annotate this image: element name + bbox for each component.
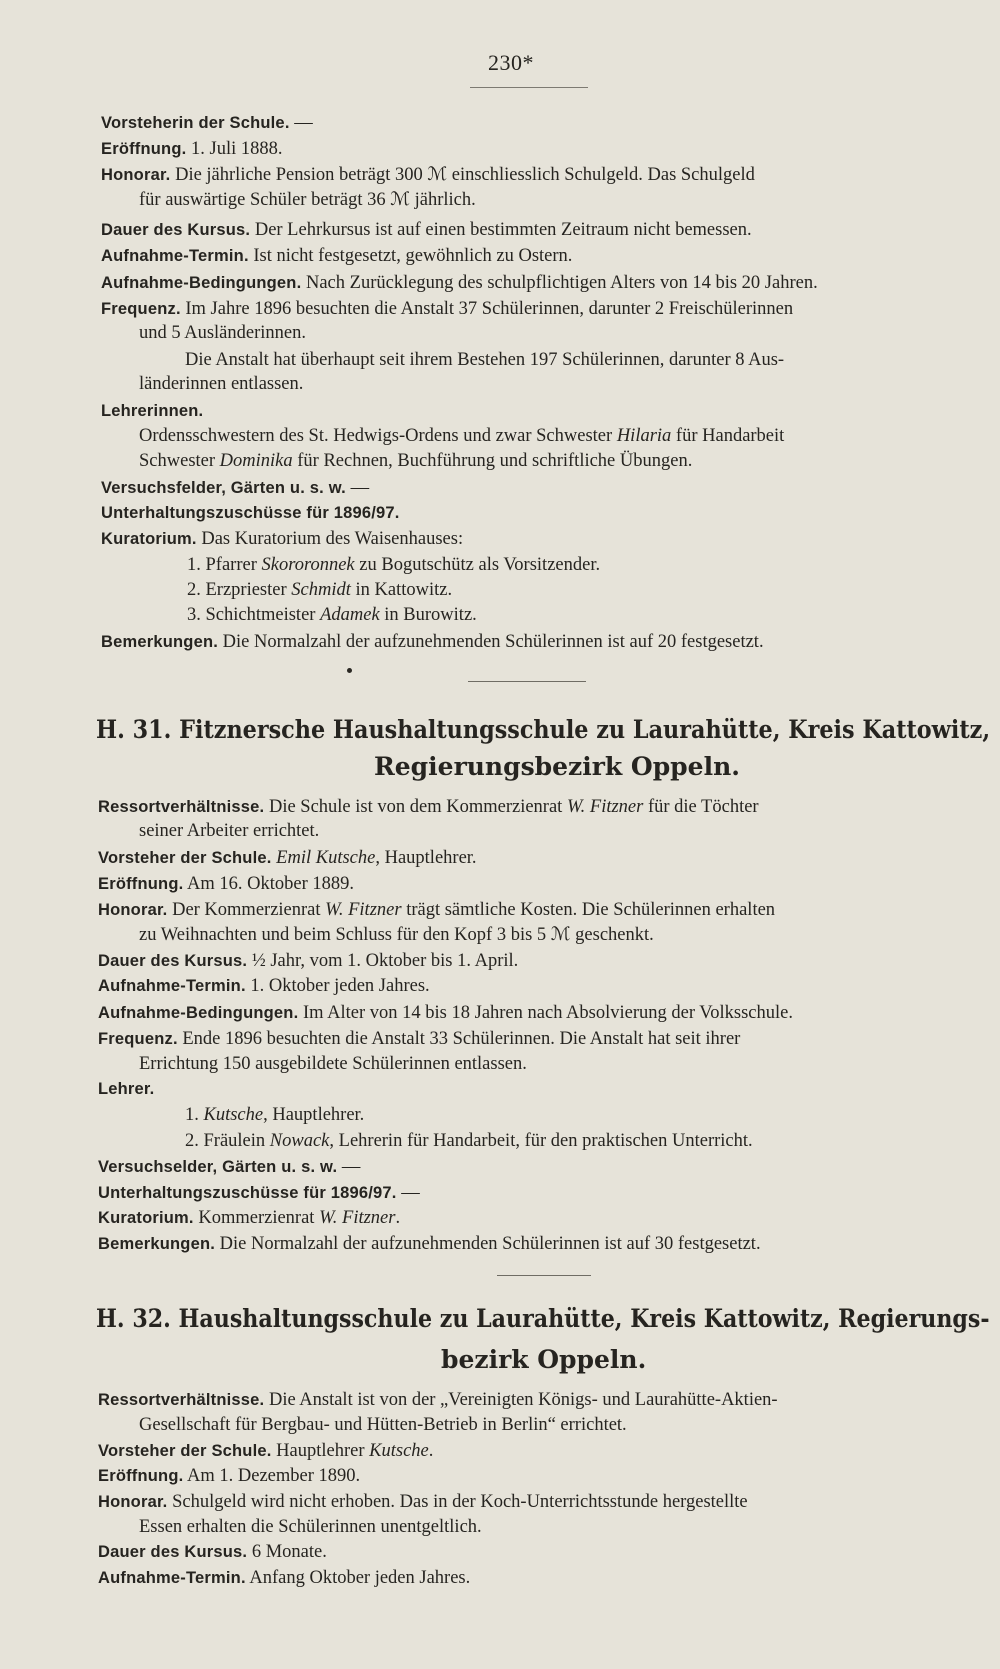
text-part: für Handarbeit	[671, 426, 785, 446]
entry-frequenz	[101, 297, 793, 321]
person-name: Kutsche	[203, 1105, 264, 1125]
entry-label: Dauer des Kursus.	[98, 952, 248, 970]
entry-text: Das Kuratorium des Waisenhauses:	[196, 529, 464, 549]
entry-label: Aufnahme-Termin.	[98, 1569, 246, 1587]
section-heading-cont: Regierungsbezirk Oppeln.	[374, 752, 740, 781]
entry-frequenz-cont: und 5 Ausländerinnen.	[139, 323, 306, 343]
entry-eroeffnung	[98, 1464, 360, 1488]
section-divider	[497, 1275, 591, 1276]
entry-text: 1. Oktober jeden Jahres.	[245, 976, 430, 996]
entry-text: —	[396, 1183, 420, 1203]
text-part: .	[395, 1208, 401, 1228]
entry-text: Am 16. Oktober 1889.	[183, 874, 355, 894]
entry-label: Frequenz.	[98, 1030, 178, 1048]
entry-aufnahme-termin	[98, 974, 430, 998]
text-part: .	[428, 1441, 434, 1461]
entry-label: Eröffnung.	[101, 140, 187, 158]
entry-label: Eröffnung.	[98, 1467, 184, 1485]
entry-text: —	[345, 478, 370, 498]
entry-label: Honorar.	[101, 166, 171, 184]
entry-label: Versuchsfelder, Gärten u. s. w.	[101, 479, 346, 497]
entry-lehrerinnen	[101, 399, 203, 423]
text-part: für die Töchter	[643, 797, 759, 817]
text-part: zu Bogutschütz als Vorsitzender.	[354, 555, 601, 575]
person-name: W. Fitzner	[325, 900, 402, 920]
entry-bemerkungen	[101, 630, 764, 654]
entry-aufnahme-bedingungen	[98, 1001, 793, 1025]
text-part: Kommerzienrat	[193, 1208, 320, 1228]
text-part: in Burowitz.	[379, 605, 477, 625]
text-part: 1.	[185, 1105, 204, 1125]
entry-text: —	[337, 1157, 361, 1177]
text-part: Schwester	[139, 451, 220, 471]
entry-label: Aufnahme-Termin.	[98, 977, 246, 995]
entry-aufnahme-termin	[98, 1566, 470, 1590]
entry-label: Aufnahme-Termin.	[101, 247, 249, 265]
person-name: Dominika	[219, 451, 293, 471]
text-part: Die Schule ist von dem Kommerzienrat	[264, 797, 567, 817]
kuratorium-member-2	[187, 578, 452, 602]
entry-aufnahme-termin	[101, 244, 572, 268]
entry-bestehen: Die Anstalt hat überhaupt seit ihrem Bestehen 197 Schülerinnen, darunter 8 Aus-	[185, 350, 785, 370]
entry-label: Honorar.	[98, 901, 168, 919]
entry-label: Bemerkungen.	[98, 1235, 216, 1253]
text-part: Hauptlehrer	[271, 1441, 370, 1461]
person-name: W. Fitzner	[566, 797, 644, 817]
entry-text: Die jährliche Pension beträgt 300 ℳ einschliesslich Schulgeld. Das Schulgeld	[170, 165, 755, 185]
entry-frequenz-cont: Errichtung 150 ausgebildete Schülerinnen entlassen.	[139, 1054, 527, 1074]
kuratorium-member-3	[187, 603, 477, 627]
entry-honorar-cont: Essen erhalten die Schülerinnen unentgeltlich.	[139, 1517, 482, 1537]
page-number: 230*	[488, 50, 534, 75]
entry-honorar-cont: zu Weihnachten und beim Schluss für den Kopf 3 bis 5 ℳ geschenkt.	[139, 925, 654, 945]
entry-text: ½ Jahr, vom 1. Oktober bis 1. April.	[247, 951, 519, 971]
entry-dauer	[101, 218, 752, 242]
entry-label: Lehrerinnen.	[101, 402, 204, 420]
text-part: trägt sämtliche Kosten. Die Schülerinnen erhalten	[401, 900, 776, 920]
entry-text: —	[289, 113, 313, 133]
person-name: Schmidt	[291, 580, 351, 600]
entry-text: Die Anstalt ist von der „Vereinigten Königs- und Laurahütte-Aktien-	[264, 1390, 778, 1410]
entry-label: Lehrer.	[98, 1080, 155, 1098]
text-part: 2. Fräulein	[185, 1131, 270, 1151]
entry-aufnahme-bedingungen	[101, 271, 818, 295]
kuratorium-member-1	[187, 553, 600, 577]
entry-label: Kuratorium.	[98, 1209, 194, 1227]
entry-lehrerinnen-line2	[139, 449, 692, 473]
entry-ressort	[98, 795, 759, 819]
entry-dauer	[98, 1540, 327, 1564]
entry-label: Vorsteher der Schule.	[98, 849, 272, 867]
entry-text: Die Normalzahl der aufzunehmenden Schülerinnen ist auf 20 festgesetzt.	[218, 632, 764, 652]
person-name: Kutsche	[369, 1441, 429, 1461]
entry-honorar	[98, 898, 775, 922]
entry-label: Aufnahme-Bedingungen.	[98, 1004, 299, 1022]
entry-text: Anfang Oktober jeden Jahres.	[245, 1568, 471, 1588]
section-heading: H. 32. Haushaltungsschule zu Laurahütte, Kreis Kattowitz, Regierungs-	[96, 1304, 990, 1333]
text-part: in Kattowitz.	[350, 580, 453, 600]
entry-ressort	[98, 1388, 778, 1412]
entry-honorar	[101, 163, 755, 187]
entry-kuratorium	[101, 527, 463, 551]
entry-text: Im Jahre 1896 besuchten die Anstalt 37 Schülerinnen, darunter 2 Freischülerinnen	[180, 299, 794, 319]
entry-text: Nach Zurücklegung des schulpflichtigen Alters von 14 bis 20 Jahren.	[301, 273, 818, 293]
entry-text: Im Alter von 14 bis 18 Jahren nach Absolvierung der Volksschule.	[298, 1003, 793, 1023]
entry-label: Bemerkungen.	[101, 633, 219, 651]
entry-dauer	[98, 949, 518, 973]
text-part: für Rechnen, Buchführung und schriftliche Übungen.	[292, 451, 693, 471]
text-part: 3. Schichtmeister	[187, 605, 321, 625]
lehrer-item-1	[185, 1103, 364, 1127]
entry-lehrerinnen-line1	[139, 424, 784, 448]
entry-vorsteher	[98, 1439, 433, 1463]
person-name: Skororonnek	[261, 555, 355, 575]
entry-label: Dauer des Kursus.	[101, 221, 251, 239]
entry-kuratorium	[98, 1206, 400, 1230]
person-name: Nowack	[269, 1131, 330, 1151]
page-number-rule	[470, 87, 588, 88]
entry-bestehen-cont: länderinnen entlassen.	[139, 374, 304, 394]
person-name: Hilaria	[616, 426, 672, 446]
entry-label: Unterhaltungszuschüsse für 1896/97.	[98, 1184, 397, 1202]
lehrer-item-2	[185, 1129, 753, 1153]
entry-label: Vorsteher der Schule.	[98, 1442, 272, 1460]
person-name: Adamek	[320, 605, 380, 625]
text-part: Ordensschwestern des St. Hedwigs-Ordens und zwar Schwester	[139, 426, 617, 446]
entry-vorsteherin	[101, 111, 313, 135]
entry-label: Aufnahme-Bedingungen.	[101, 274, 302, 292]
entry-zuschuesse	[101, 501, 400, 525]
entry-versuchsfelder	[98, 1155, 360, 1179]
entry-eroeffnung	[101, 137, 283, 161]
text-part: , Hauptlehrer.	[375, 848, 477, 868]
entry-text: Schulgeld wird nicht erhoben. Das in der Koch-Unterrichtsstunde hergestellte	[167, 1492, 748, 1512]
entry-bemerkungen	[98, 1232, 761, 1256]
section-heading-cont: bezirk Oppeln.	[441, 1345, 647, 1374]
entry-text: Ist nicht festgesetzt, gewöhnlich zu Ostern.	[248, 246, 573, 266]
entry-label: Versuchselder, Gärten u. s. w.	[98, 1158, 338, 1176]
entry-label: Frequenz.	[101, 300, 181, 318]
entry-label: Kuratorium.	[101, 530, 197, 548]
entry-text: 6 Monate.	[247, 1542, 327, 1562]
entry-label: Eröffnung.	[98, 875, 184, 893]
text-part: , Hauptlehrer.	[263, 1105, 365, 1125]
entry-label: Unterhaltungszuschüsse für 1896/97.	[101, 504, 400, 522]
entry-text: Am 1. Dezember 1890.	[183, 1466, 361, 1486]
entry-text: Der Lehrkursus ist auf einen bestimmten Zeitraum nicht bemessen.	[250, 220, 752, 240]
ink-speck	[347, 668, 352, 673]
person-name: Emil Kutsche	[276, 848, 376, 868]
entry-eroeffnung	[98, 872, 354, 896]
entry-zuschuesse	[98, 1181, 420, 1205]
section-heading: H. 31. Fitznersche Haushaltungsschule zu Laurahütte, Kreis Kattowitz,	[96, 715, 991, 744]
entry-vorsteher	[98, 846, 477, 870]
text-part: Der Kommerzienrat	[167, 900, 326, 920]
person-name: W. Fitzner	[319, 1208, 396, 1228]
section-divider	[468, 681, 586, 682]
entry-honorar-cont: für auswärtige Schüler beträgt 36 ℳ jährlich.	[139, 190, 476, 210]
entry-versuchsfelder	[101, 476, 369, 500]
text-part: 1. Pfarrer	[187, 555, 262, 575]
entry-label: Honorar.	[98, 1493, 168, 1511]
entry-text: Die Normalzahl der aufzunehmenden Schülerinnen ist auf 30 festgesetzt.	[215, 1234, 761, 1254]
entry-ressort-cont: seiner Arbeiter errichtet.	[139, 821, 320, 841]
text-part: 2. Erzpriester	[187, 580, 292, 600]
entry-label: Ressortverhältnisse.	[98, 1391, 265, 1409]
text-part: , Lehrerin für Handarbeit, für den praktischen Unterricht.	[329, 1131, 753, 1151]
entry-lehrer	[98, 1077, 154, 1101]
entry-label: Ressortverhältnisse.	[98, 798, 265, 816]
entry-text: 1. Juli 1888.	[186, 139, 283, 159]
entry-frequenz	[98, 1027, 740, 1051]
entry-label: Dauer des Kursus.	[98, 1543, 248, 1561]
entry-label: Vorsteherin der Schule.	[101, 114, 290, 132]
entry-honorar	[98, 1490, 748, 1514]
entry-text: Ende 1896 besuchten die Anstalt 33 Schülerinnen. Die Anstalt hat seit ihrer	[177, 1029, 741, 1049]
entry-ressort-cont: Gesellschaft für Bergbau- und Hütten-Betrieb in Berlin“ errichtet.	[139, 1415, 627, 1435]
